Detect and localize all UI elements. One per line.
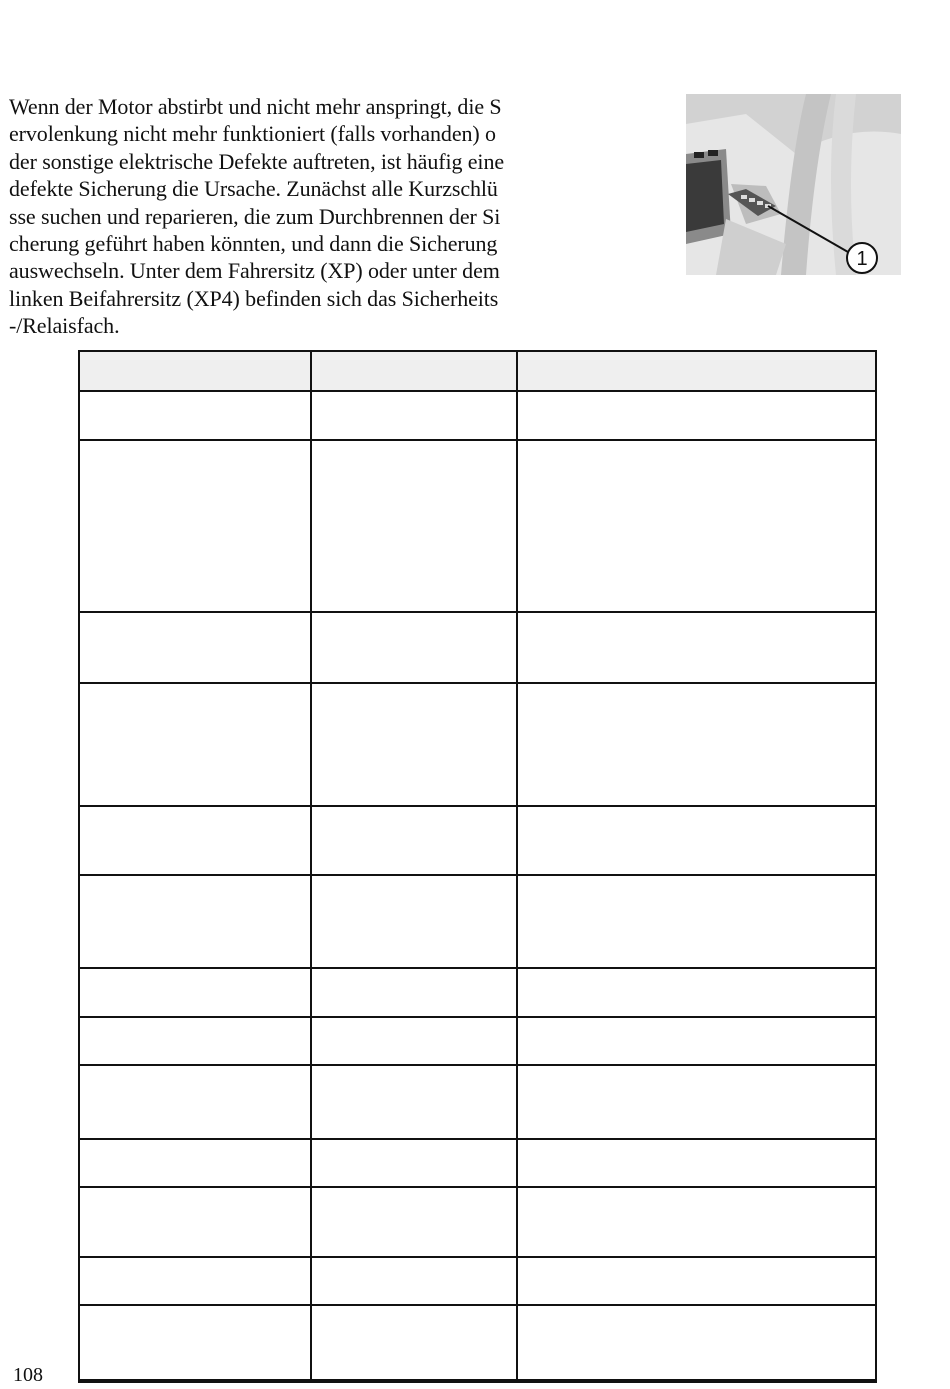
table-cell xyxy=(311,1139,517,1187)
table-cell xyxy=(311,1017,517,1065)
table-cell xyxy=(517,391,876,440)
table-row xyxy=(79,1065,876,1139)
table-header-cell xyxy=(311,351,517,391)
table-cell xyxy=(79,1017,311,1065)
table-row xyxy=(79,440,876,612)
table-cell xyxy=(517,1257,876,1305)
table-cell xyxy=(517,1187,876,1257)
page-number: 108 xyxy=(13,1364,43,1386)
table-cell xyxy=(517,806,876,875)
table-cell xyxy=(79,1187,311,1257)
table-row xyxy=(79,1017,876,1065)
table-cell xyxy=(311,612,517,683)
table-cell xyxy=(311,1065,517,1139)
table-cell xyxy=(311,806,517,875)
table-cell xyxy=(79,612,311,683)
table-row xyxy=(79,875,876,968)
table-cell xyxy=(311,1305,517,1381)
table-row xyxy=(79,1305,876,1381)
table-cell xyxy=(311,440,517,612)
table-cell xyxy=(311,683,517,806)
table-cell xyxy=(79,391,311,440)
table-cell xyxy=(311,875,517,968)
table-cell xyxy=(311,1257,517,1305)
table-row xyxy=(79,391,876,440)
table-cell xyxy=(79,1257,311,1305)
callout-label: 1 xyxy=(856,248,868,270)
fuse-box-photo xyxy=(686,94,901,275)
table-row xyxy=(79,968,876,1017)
table-cell xyxy=(517,1139,876,1187)
table-cell xyxy=(517,968,876,1017)
table-cell xyxy=(517,440,876,612)
table-row xyxy=(79,1257,876,1305)
table-cell xyxy=(517,1065,876,1139)
table-cell xyxy=(79,875,311,968)
table-cell xyxy=(517,1017,876,1065)
table-header-cell xyxy=(79,351,311,391)
table-row xyxy=(79,683,876,806)
table-cell xyxy=(517,612,876,683)
table-cell xyxy=(79,968,311,1017)
table-header-row xyxy=(79,351,876,391)
fuse-table xyxy=(78,350,877,1383)
fuse-box-illustration xyxy=(686,94,901,275)
intro-paragraph: Wenn der Motor abstirbt und nicht mehr anspringt, die S ervolenkung nicht mehr funktioniert (falls vorhanden) o der sonstige elektrische Defekte auftreten, ist häufig eine defekte Sicherung die Ursache. Zunächst alle Kurzschlü sse suchen und reparieren, die zum Durchbrennen der Si cherung geführt haben könnten, und dann die Sicherung auswechseln. Unter dem Fahrersitz (XP) oder unter dem linken Beifahrersitz (XP4) befinden sich das Sicherheits -/Relaisfach. xyxy=(9,94,505,339)
table-row xyxy=(79,806,876,875)
table-cell xyxy=(311,1187,517,1257)
table-cell xyxy=(79,1305,311,1381)
table-cell xyxy=(79,683,311,806)
table-cell xyxy=(517,1305,876,1381)
table-cell xyxy=(79,806,311,875)
table-cell xyxy=(311,391,517,440)
table-row xyxy=(79,1187,876,1257)
table-cell xyxy=(79,1065,311,1139)
table-cell xyxy=(517,875,876,968)
table-cell xyxy=(517,683,876,806)
table-header-cell xyxy=(517,351,876,391)
table-row xyxy=(79,612,876,683)
table-cell xyxy=(311,968,517,1017)
table-cell xyxy=(79,440,311,612)
table-cell xyxy=(79,1139,311,1187)
table-row xyxy=(79,1139,876,1187)
